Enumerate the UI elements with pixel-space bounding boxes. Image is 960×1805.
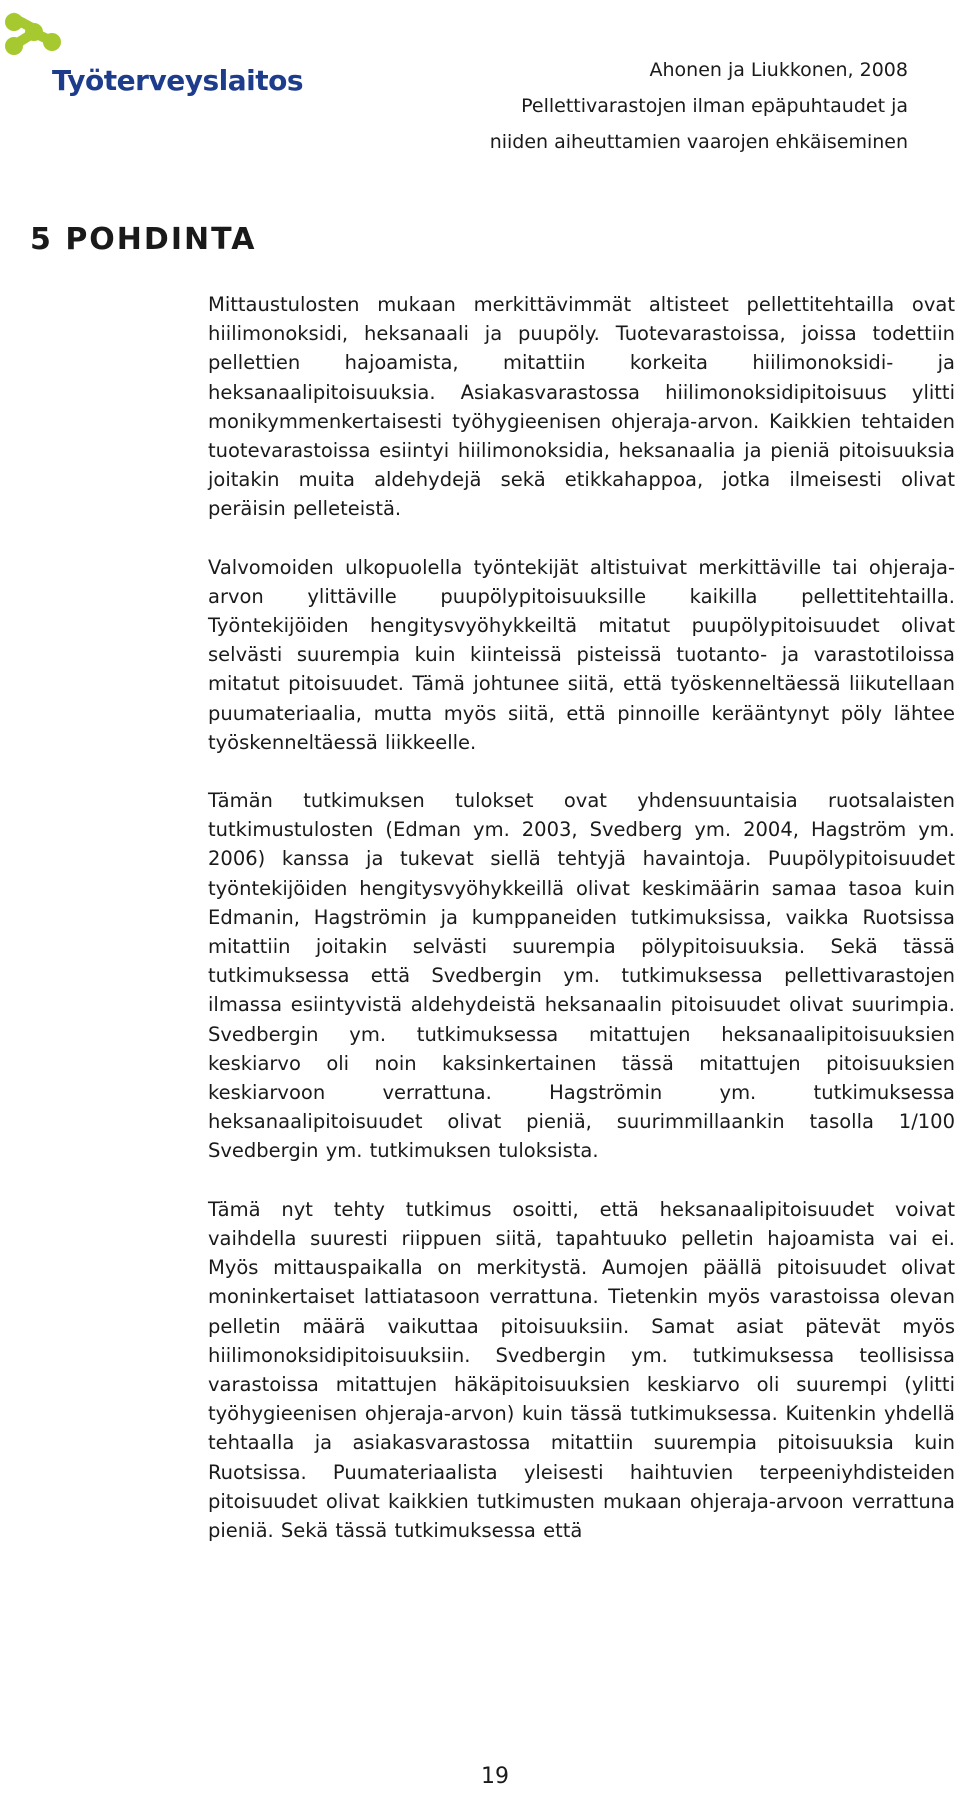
header-title-line-2: niiden aiheuttamien vaarojen ehkäiseminen [489,131,908,153]
paragraph: Tämän tutkimuksen tulokset ovat yhdensuuntaisia ruotsalaisten tutkimustulosten (Edman ym. 2003, Svedberg ym. 2004, Hagström ym. 2006) kanssa ja tukevat siellä tehtyjä havaintoja. Puupölypitoisuudet työntekijöiden hengitysvyöhykkeillä olivat keskimäärin samaa tasoa kuin Edmanin, Hagströmin ja kumppaneiden tutkimuksissa, vaikka Ruotsissa mitattiin joitakin selvästi suurempia pölypitoisuuksia. Sekä tässä tutkimuksessa että Svedbergin ym. tutkimuksessa pellettivarastojen ilmassa esiintyvistä aldehydeistä heksanaalin pitoisuudet olivat suurimpia. Svedbergin ym. tutkimuksessa mitattujen heksanaalipitoisuuksien keskiarvo oli noin kaksinkertainen tässä mitattujen pitoisuuksien keskiarvoon verrattuna. Hagströmin ym. tutkimuksessa heksanaalipitoisuudet olivat pieniä, suurimmillaankin tasolla 1/100 Svedbergin ym. tutkimuksen tuloksista. [208,789,955,1163]
paragraph: Mittaustulosten mukaan merkittävimmät altisteet pellettitehtailla ovat hiilimonoksidi, heksanaali ja puupöly. Tuotevarastoissa, joissa todettiin pellettien hajoamista, mitattiin korkeita hiilimonoksidi- ja heksanaalipitoisuuksia. Asiakasvarastossa hiilimonoksidipitoisuus ylitti monikymmenkertaisesti työhygieenisen ohjeraja-arvon. Kaikkien tehtaiden tuotevarastoissa esiintyi hiilimonoksidia, heksanaalia ja pieniä pitoisuuksia joitakin muita aldehydejä sekä etikkahappoa, jotka ilmeisesti olivat peräisin pelleteistä. [208,293,955,521]
paragraph: Valvomoiden ulkopuolella työntekijät altistuivat merkittäville tai ohjeraja-arvon ylittäville puupölypitoisuuksille kaikilla pellettitehtailla. Työntekijöiden hengitysvyöhykkeiltä mitatut puupölypitoisuudet olivat selvästi suurempia kuin kiinteissä pisteissä tuotanto- ja varastotiloissa mitatut pitoisuudet. Tämä johtunee siitä, että työskenneltäessä liikutellaan puumateriaalia, mutta myös siitä, että pinnoille kerääntynyt pöly lähtee työskenneltäessä liikkeelle. [208,555,955,754]
header-authors: Ahonen ja Liukkonen, 2008 [649,59,908,81]
logo-mark-icon [0,8,64,72]
body-text [208,290,955,1574]
running-header [490,52,908,160]
organization-logo [0,8,303,98]
header-title-line-1: Pellettivarastojen ilman epäpuhtaudet ja [521,95,908,117]
paragraph: Tämä nyt tehty tutkimus osoitti, että heksanaalipitoisuudet voivat vaihdella suuresti riippuen siitä, tapahtuuko pelletin hajoamista vai ei. Myös mittauspaikalla on merkitystä. Aumojen päällä pitoisuudet olivat moninkertaiset lattiatasoon verrattuna. Tietenkin myös varastoissa olevan pelletin määrä vaikuttaa pitoisuuksiin. Samat asiat pätevät myös hiilimonoksidipitoisuuksiin. Svedbergin ym. tutkimuksessa teollisissa varastoissa mitattujen häkäpitoisuuksien keskiarvo oli suurempi (ylitti työhygieenisen ohjeraja-arvon) kuin tässä tutkimuksessa. Kuitenkin yhdellä tehtaalla ja asiakasvarastossa mitattiin suurempia pitoisuuksia kuin Ruotsissa. Puumateriaalista yleisesti haihtuvien terpeeniyhdisteiden pitoisuudet olivat kaikkien tutkimusten mukaan ohjeraja-arvoon verrattuna pieniä. Sekä tässä tutkimuksessa että [208,1197,955,1542]
page-number: 19 [481,1764,509,1789]
chapter-heading: 5 POHDINTA [30,222,257,257]
logo-wordmark: Työterveyslaitos [52,64,303,97]
